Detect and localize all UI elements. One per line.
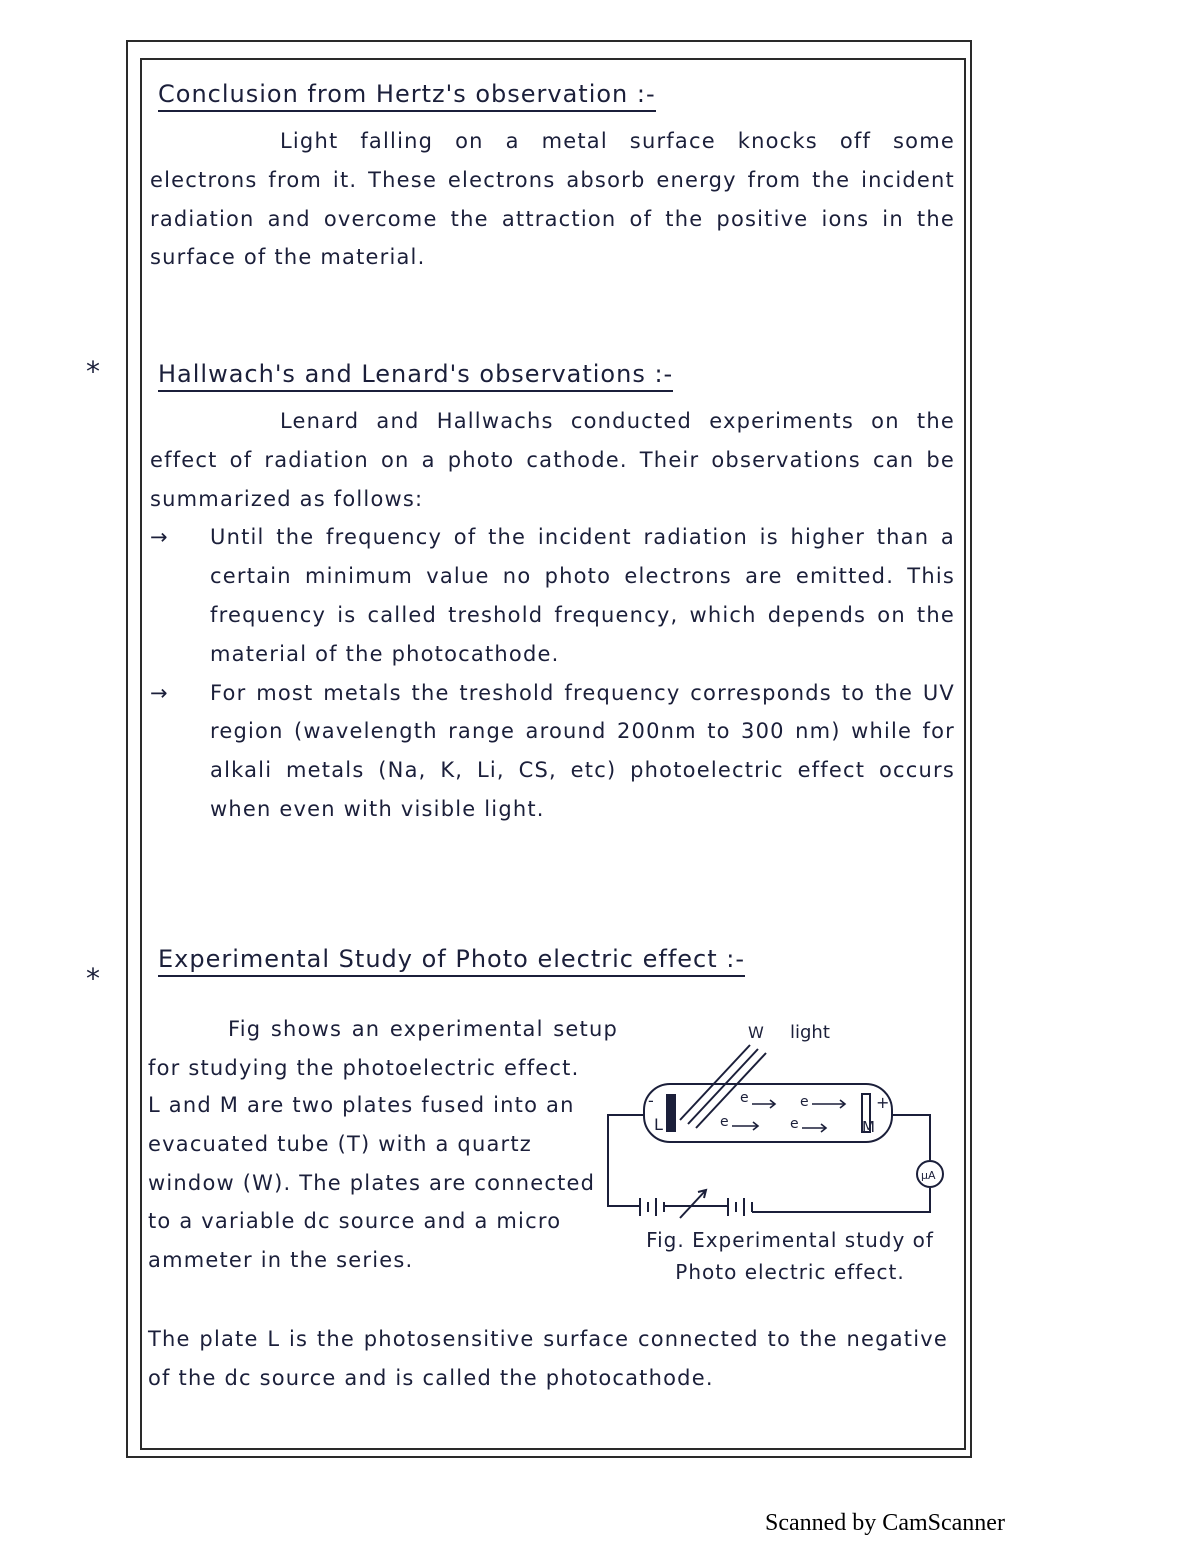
electron-arrows-icon [732, 1100, 845, 1132]
experiment-figure [600, 1022, 950, 1220]
footer-watermark: Scanned by CamScanner [765, 1510, 1005, 1536]
window-label: W [748, 1023, 764, 1042]
figure-caption: Fig. Experimental study of Photo electric effect. [646, 1228, 934, 1284]
list-item-text: Until the frequency of the incident radiation is higher than a certain minimum value no photo electrons are emitted. This frequency is called treshold frequency, which depends on the material of the photocathode. [210, 525, 955, 666]
description-block [148, 1086, 598, 1280]
heading-text: Experimental Study of Photo electric effect :- [158, 945, 745, 977]
section-experimental-study [150, 945, 955, 987]
photoelectric-setup-diagram [600, 1022, 950, 1220]
plate-l-label: L [654, 1115, 663, 1134]
star-bullet-icon: * [86, 962, 100, 995]
electron-label: e [720, 1114, 729, 1130]
electron-label: e [740, 1090, 749, 1106]
variable-dc-source-icon [640, 1190, 760, 1218]
paragraph: Lenard and Hallwachs conducted experiments on the effect of radiation on a photo cathode. Their observations can be summarized as follows: [150, 409, 955, 511]
plate-m-label: M [862, 1118, 875, 1136]
section-hallwach-lenard [150, 360, 955, 829]
paragraph: The plate L is the photosensitive surface connected to the negative of the dc source and is called the photocathode. [148, 1327, 948, 1390]
paragraph: Light falling on a metal surface knocks off some electrons from it. These electrons absorb energy from the incident radiation and overcome the attraction of the positive ions in the surface of the material. [150, 129, 955, 270]
intro-block [148, 1010, 618, 1088]
arrow-bullet-icon: → [150, 525, 169, 550]
ammeter-label: μA [921, 1169, 936, 1182]
conclusion-block [148, 1320, 948, 1398]
section-heading [158, 945, 955, 973]
minus-label: - [648, 1091, 654, 1110]
paragraph: Fig shows an experimental setup for studying the photoelectric effect. [148, 1017, 618, 1080]
heading-text: Conclusion from Hertz's observation :- [158, 80, 656, 112]
plate-l [666, 1094, 676, 1132]
star-bullet-icon: * [86, 355, 100, 388]
list-item [150, 518, 955, 673]
plus-label: + [876, 1093, 890, 1112]
light-label: light [790, 1022, 830, 1043]
evacuated-tube [644, 1084, 892, 1142]
electron-label: e [790, 1116, 799, 1132]
section-heading [158, 360, 955, 388]
list-item-text: For most metals the treshold frequency corresponds to the UV region (wavelength range around 200nm to 300 nm) while for alkali metals (Na, K, Li, CS, etc) photoelectric effect occurs when even with visible light. [210, 680, 955, 821]
section-hertz-conclusion [150, 80, 955, 277]
heading-text: Hallwach's and Lenard's observations :- [158, 360, 673, 392]
electron-label: e [800, 1094, 809, 1110]
paragraph: L and M are two plates fused into an evacuated tube (T) with a quartz window (W). The plates are connected to a variable dc source and a micro ammeter in the series. [148, 1093, 596, 1273]
list-item [150, 674, 955, 829]
arrow-bullet-icon: → [150, 680, 169, 705]
section-heading [158, 80, 955, 108]
